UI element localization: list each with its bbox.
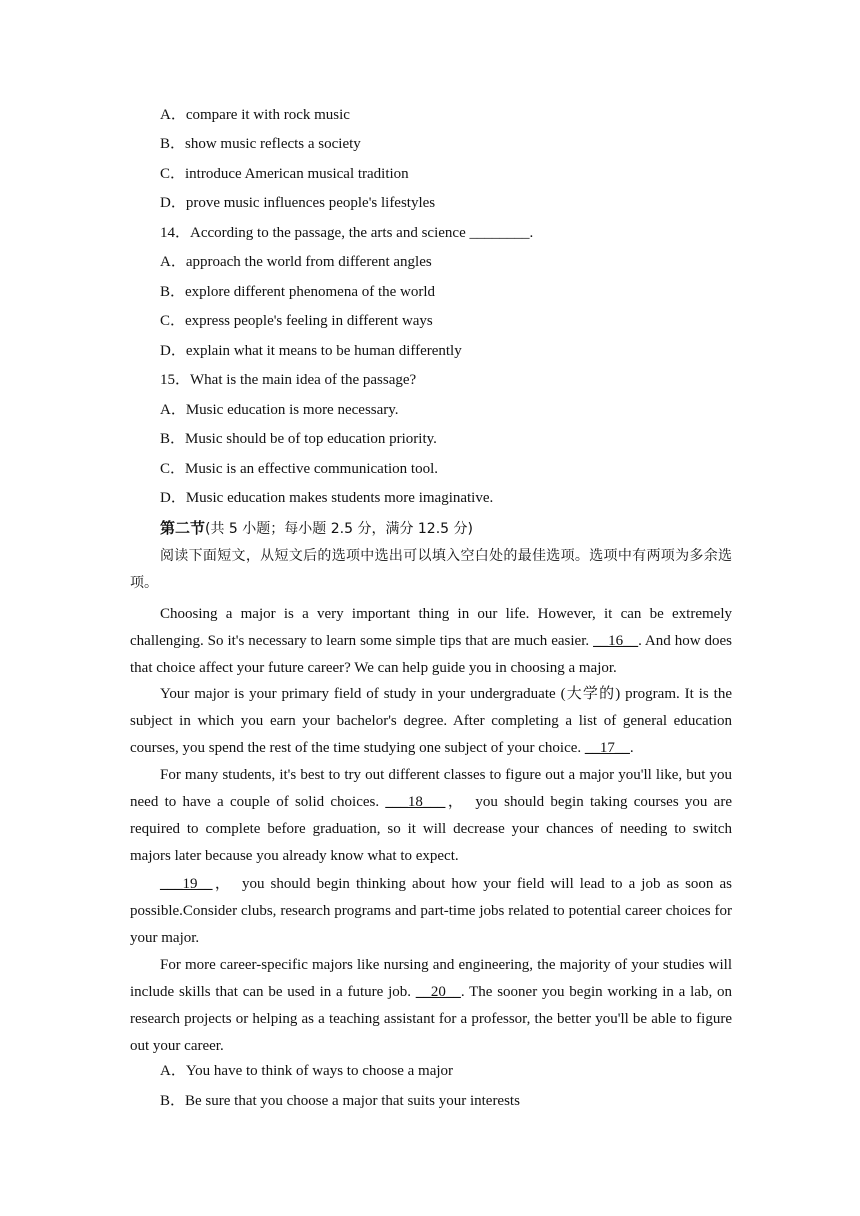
passage-paragraph-4: ___19__， you should begin thinking about how your field will lead to a job as soon as possible.Consider clubs, research programs and part-time jobs related to potential career choices for your major. xyxy=(130,876,732,946)
blank-19: ___19__ xyxy=(160,876,213,892)
q13-option-b: B．show music reflects a society xyxy=(160,136,361,152)
answer-option-a: A．You have to think of ways to choose a major xyxy=(160,1063,454,1079)
q13-option-c: C．introduce American musical tradition xyxy=(160,166,409,182)
passage-paragraph-3: For many students, it's best to try out different classes to figure out a major you'll like, but you need to have a couple of solid choices. ___18___， you should begin taking courses you are required to complete before graduation, so it will decrease your chances of needing to switch majors later because you already know what to expect. xyxy=(130,767,732,864)
section-heading-title: 第二节 xyxy=(160,519,206,537)
section-heading xyxy=(160,519,473,538)
answer-option-b: B．Be sure that you choose a major that suits your interests xyxy=(160,1093,520,1109)
q14-option-a: A．approach the world from different angles xyxy=(160,254,432,270)
q14-option-d: D．explain what it means to be human differently xyxy=(160,343,462,359)
q13-option-a: A．compare it with rock music xyxy=(160,107,350,123)
blank-18: ___18___ xyxy=(385,794,446,810)
q13-option-d: D．prove music influences people's lifestyles xyxy=(160,195,436,211)
blank-17: __17__ xyxy=(584,740,630,756)
section-instruction: 阅读下面短文，从短文后的选项中选出可以填入空白处的最佳选项。选项中有两项为多余选项。 xyxy=(130,548,732,591)
q14-option-b: B．explore different phenomena of the world xyxy=(160,284,436,300)
q15-option-d: D．Music education makes students more imaginative. xyxy=(160,490,494,506)
q14-stem: 14．According to the passage, the arts and science ________. xyxy=(160,225,534,241)
blank-16: __16__ xyxy=(593,633,639,649)
q15-option-c: C．Music is an effective communication tool. xyxy=(160,461,438,477)
passage-paragraph-5: For more career-specific majors like nursing and engineering, the majority of your studies will include skills that can be used in a future job. __20__. The sooner you begin working in a lab, on research projects or helping as a teaching assistant for a professor, the better you'll be able to figure out your career. xyxy=(130,957,732,1054)
passage-paragraph-1: Choosing a major is a very important thing in our life. However, it can be extremely challenging. So it's necessary to learn some simple tips that are much easier. __16__. And how does that choice affect your future career? We can help guide you in choosing a major. xyxy=(130,606,732,676)
q15-option-b: B．Music should be of top education priority. xyxy=(160,431,437,447)
section-heading-note: (共 5 小题；每小题 2.5 分，满分 12.5 分) xyxy=(205,521,473,537)
q14-option-c: C．express people's feeling in different ways xyxy=(160,313,433,329)
q15-option-a: A．Music education is more necessary. xyxy=(160,402,399,418)
q15-stem: 15．What is the main idea of the passage? xyxy=(160,372,417,388)
passage-paragraph-2: Your major is your primary field of study in your undergraduate (大学的) program. It is the subject in which you earn your bachelor's degree. After completing a list of general education courses, you spend the rest of the time studying one subject of your choice. __17__. xyxy=(130,686,732,756)
blank-20: __20__ xyxy=(415,984,461,1000)
